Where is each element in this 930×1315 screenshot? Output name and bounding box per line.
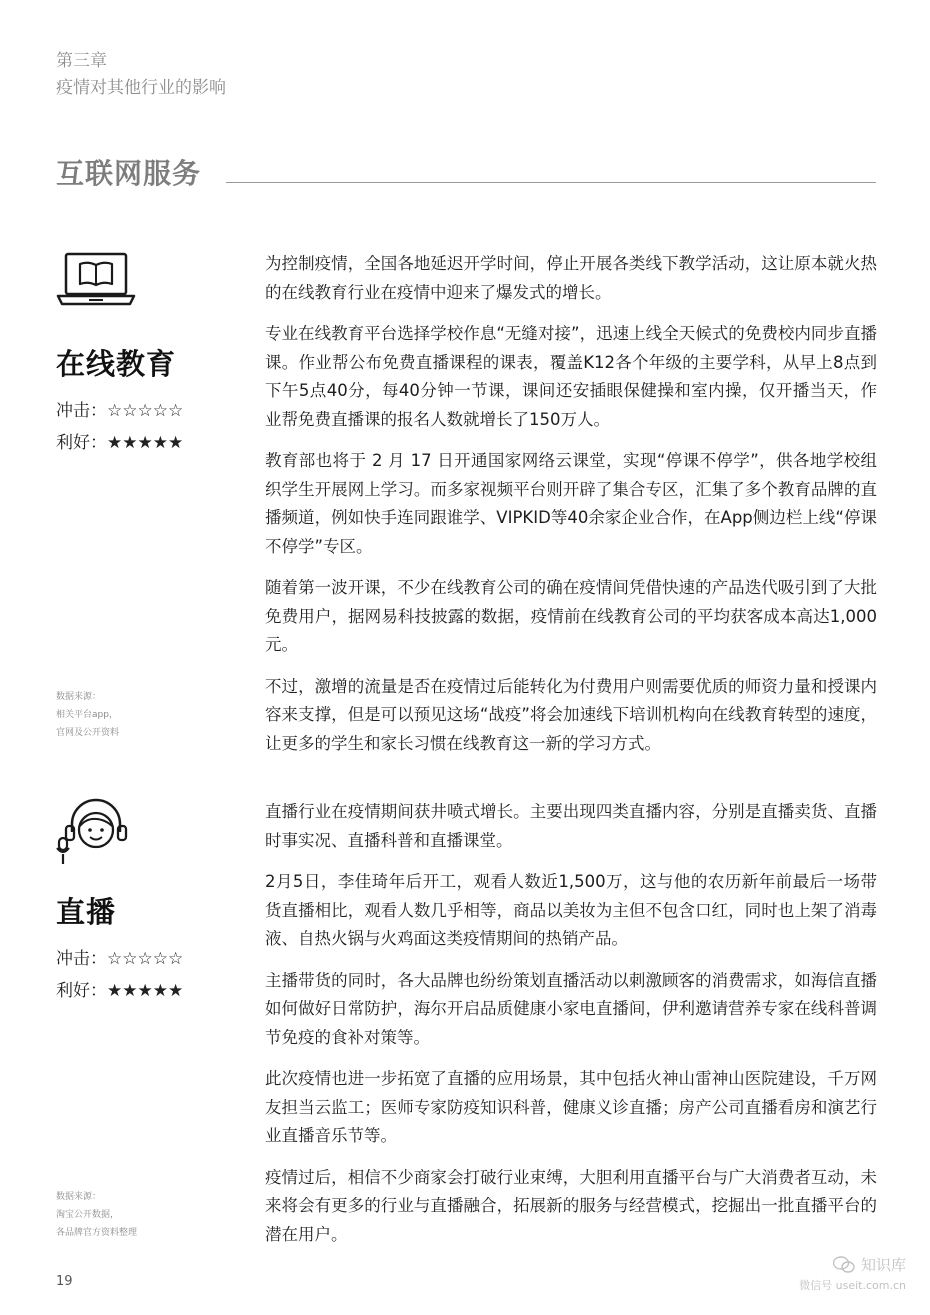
chapter-label: 第三章 [56, 51, 107, 71]
benefit-rating: 利好：★★★★★ [56, 981, 184, 1001]
body-paragraph: 此次疫情也进一步拓宽了直播的应用场景，其中包括火神山雷神山医院建设，千万网友担当云监工；医师专家防疫知识科普，健康义诊直播；房产公司直播看房和演艺行业直播音乐节等。 [265, 1069, 877, 1145]
body-paragraph: 直播行业在疫情期间获井喷式增长。主要出现四类直播内容，分别是直播卖货、直播时事实况、直播科普和直播课堂。 [265, 802, 877, 850]
source-line: 淘宝公开数据， [56, 1210, 120, 1220]
source-line: 相关平台app， [56, 710, 118, 720]
watermark [799, 1254, 906, 1293]
source-line: 数据来源： [56, 692, 102, 702]
source-line: 数据来源： [56, 1192, 102, 1202]
impact-rating: 冲击：☆☆☆☆☆ [56, 401, 184, 421]
data-source-note [56, 688, 119, 742]
body-paragraph: 不过，激增的流量是否在疫情过后能转化为付费用户则需要优质的师资力量和授课内容来支撑，但是可以预见这场“战疫”将会加速线下培训机构向在线教育转型的速度，让更多的学生和家长习惯在线教育这一新的学习方式。 [265, 676, 877, 753]
body-paragraph: 教育部也将于 2 月 17 日开通国家网络云课堂，实现“停课不停学”，供各地学校组织学生开展网上学习。而多家视频平台则开辟了集合专区，汇集了多个教育品牌的直播频道，例如快手连同跟谁学、VIPKID等40余家企业合作，在App侧边栏上线“停课不停学”专区。 [265, 451, 877, 556]
impact-rating: 冲击：☆☆☆☆☆ [56, 949, 184, 969]
streamer-headset-icon [56, 798, 136, 868]
body-paragraph: 专业在线教育平台选择学校作息“无缝对接”，迅速上线全天候式的免费校内同步直播课。作业帮公布免费直播课程的课表，覆盖K12各个年级的主要学科，从早上8点到下午5点40分，每40分钟一节课，课间还安插眼保健操和室内操，仅开播当天，作业帮免费直播课的报名人数就增长了150万人。 [265, 324, 877, 429]
section-header [56, 152, 876, 196]
section-title-online-education: 在线教育 [56, 347, 177, 381]
body-paragraph: 主播带货的同时，各大品牌也纷纷策划直播活动以刺激顾客的消费需求，如海信直播如何做好日常防护，海尔开启品质健康小家电直播间，伊利邀请营养专家在线科普调节免疫的食补对策等。 [265, 970, 877, 1047]
benefit-rating: 利好：★★★★★ [56, 433, 184, 453]
body-paragraph: 为控制疫情，全国各地延迟开学时间，停止开展各类线下教学活动，这让原本就火热的在线教育行业在疫情中迎来了爆发式的增长。 [265, 254, 877, 302]
source-line: 各品牌官方资料整理 [56, 1228, 138, 1238]
watermark-subtitle: 微信号 useit.com.cn [799, 1279, 906, 1292]
section-body [265, 798, 877, 1262]
section-body [265, 250, 877, 771]
section-sidebar [56, 250, 241, 459]
live-streaming-section [56, 798, 876, 1248]
source-line: 官网及公开资料 [56, 728, 120, 738]
body-paragraph: 疫情过后，相信不少商家会打破行业束缚，大胆利用直播平台与广大消费者互动，未来将会有更多的行业与直播融合，拓展新的服务与经营模式，挖掘出一批直播平台的潜在用户。 [265, 1167, 877, 1244]
section-title-live-streaming: 直播 [56, 895, 117, 929]
watermark-name: 知识库 [860, 1256, 906, 1274]
chapter-heading [56, 48, 226, 102]
body-paragraph: 2月5日，李佳琦年后开工，观看人数近1,500万，这与他的农历新年前最后一场带货直播相比，观看人数几乎相等，商品以美妆为主但不包含口红，同时也上架了消毒液、自热火锅与火鸡面这类疫情期间的热销产品。 [265, 872, 877, 948]
body-paragraph: 随着第一波开课，不少在线教育公司的确在疫情间凭借快速的产品迭代吸引到了大批免费用户，据网易科技披露的数据，疫情前在线教育公司的平均获客成本高达1,000元。 [265, 578, 877, 654]
section-sidebar [56, 798, 241, 1007]
wechat-icon [833, 1256, 855, 1274]
laptop-book-icon [56, 250, 136, 320]
section-title: 互联网服务 [56, 157, 202, 190]
data-source-note [56, 1188, 137, 1242]
chapter-title: 疫情对其他行业的影响 [56, 78, 226, 98]
page-number: 19 [56, 1274, 73, 1289]
section-divider [226, 182, 876, 183]
online-education-section [56, 250, 877, 753]
